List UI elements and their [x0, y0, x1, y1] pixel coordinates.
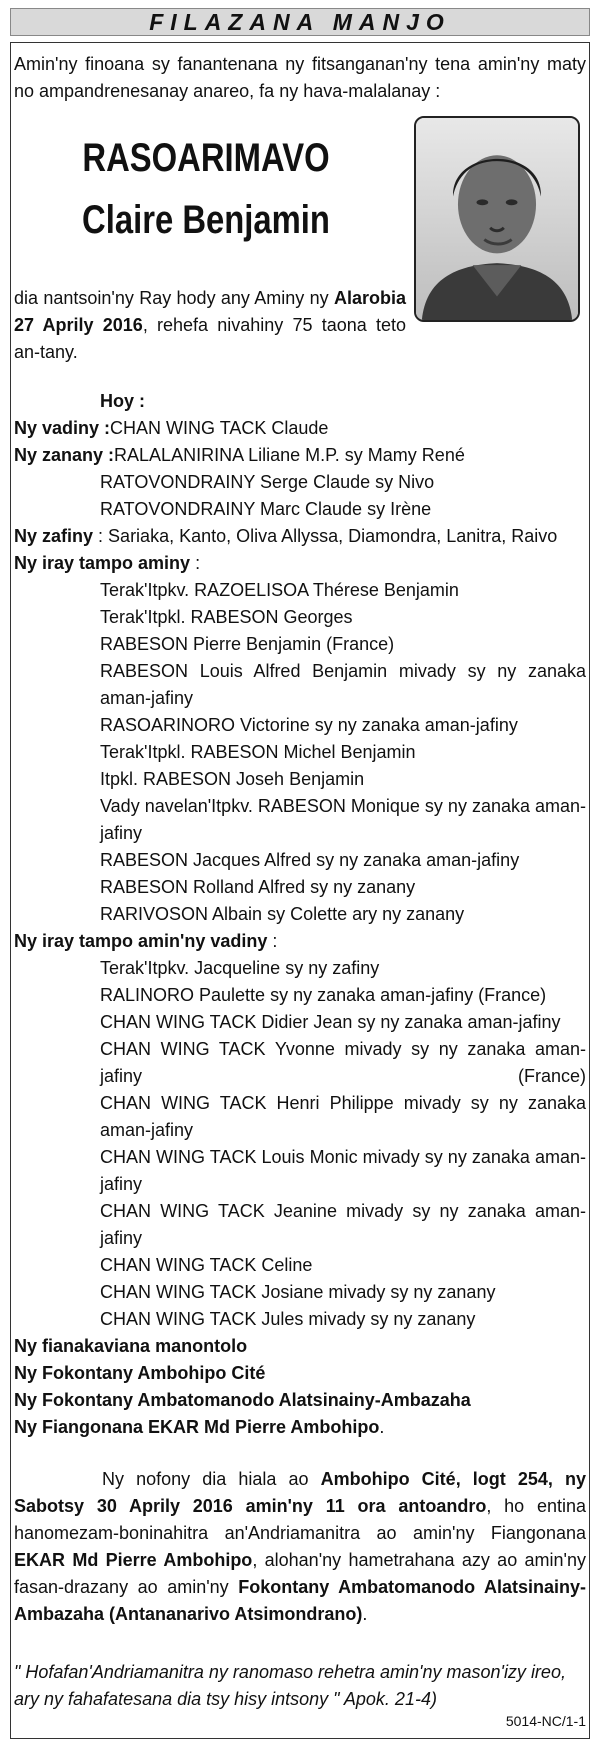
scripture-quote: " Hofafan'Andriamanitra ny ranomaso rehetra amin'ny mason'izy ireo, ary ny fahafatesana dia tsy hisy intsony " Apok. 21-4)	[14, 1662, 566, 1709]
spouse-line	[14, 415, 586, 442]
spouse-sibling-item: Terak'Itpkv. Jacqueline sy ny zafiny	[100, 958, 380, 978]
deceased-surname: RASOARIMAVO	[82, 136, 330, 180]
child-item: RALALANIRINA Liliane M.P. sy Mamy René	[114, 445, 465, 465]
sibling-item: Terak'Itpkv. RAZOELISOA Thérese Benjamin	[100, 580, 459, 600]
spouse-sibling-item: CHAN WING TACK Celine	[100, 1255, 313, 1275]
spouse-sibling-item: CHAN WING TACK Josiane mivady sy ny zanany	[100, 1282, 496, 1302]
funeral-details: Ny nofony dia hiala ao Ambohipo Cité, logt 254, ny Sabotsy 30 Aprily 2016 amin'ny 11 ora antoandro, ho entina hanomezam-boninahitra an'Andriamanitra ao amin'ny Fiangonana EKAR Md Pierre Ambohipo, alohan'ny hametrahana azy ao amin'ny fasan-drazany ao amin'ny Fokontany Ambatomanodo Alatsinainy-Ambazaha (Antananarivo Atsimondrano).	[14, 1469, 587, 1624]
death-suffix: , rehefa nivahiny 75 taona teto an-tany.	[14, 315, 406, 362]
header-title: FILAZANA MANJO	[149, 9, 451, 35]
spouse-sibling-item: CHAN WING TACK Henri Philippe mivady sy ny zanaka aman-jafiny	[100, 1093, 586, 1140]
death-announcement	[14, 285, 406, 366]
spouse-sibling-item: CHAN WING TACK Jules mivady sy ny zanany	[100, 1309, 476, 1329]
other-mourner: Ny fianakaviana manontolo	[14, 1336, 248, 1356]
sibling-item: RABESON Rolland Alfred sy ny zanany	[100, 877, 416, 897]
other-mourner-line: Ny Fiangonana EKAR Md Pierre Ambohipo.	[14, 1417, 385, 1437]
children-line	[14, 442, 586, 469]
grandchildren-names: : Sariaka, Kanto, Oliva Allyssa, Diamondra, Lanitra, Raivo	[98, 526, 558, 546]
intro-text: Amin'ny finoana sy fanantenana ny fitsanganan'ny tena amin'ny maty no ampandrenesanay anareo, fa ny hava-malalanay :	[14, 54, 586, 101]
sibling-item: RARIVOSON Albain sy Colette ary ny zanany	[100, 904, 465, 924]
burial-place: Fokontany Ambatomanodo Alatsinainy-Ambazaha (Antananarivo Atsimondrano)	[14, 1577, 586, 1624]
spouse-sibling-item: RALINORO Paulette sy ny zanaka aman-jafiny (France)	[100, 985, 547, 1005]
spouse-sibling-item: CHAN WING TACK Louis Monic mivady sy ny zanaka aman-jafiny	[100, 1147, 586, 1194]
sibling-item: Vady navelan'Itpkv. RABESON Monique sy ny zanaka aman-jafiny	[100, 796, 587, 843]
sibling-item: Itpkl. RABESON Joseh Benjamin	[100, 769, 365, 789]
funeral-place-date: Ambohipo Cité, logt 254, ny Sabotsy 30 Aprily 2016 amin'ny 11 ora antoandro	[14, 1469, 587, 1516]
sibling-item: RABESON Pierre Benjamin (France)	[100, 634, 395, 654]
child-item: RATOVONDRAINY Serge Claude sy Nivo	[100, 472, 435, 492]
family-list	[14, 388, 586, 1441]
hoy-label: Hoy :	[100, 391, 145, 411]
siblings-heading: Ny iray tampo aminy :	[14, 553, 201, 573]
death-date: Alarobia 27 Aprily 2016	[14, 288, 406, 335]
portrait-photo	[414, 116, 580, 322]
reference-number: 5014-NC/1-1	[505, 1713, 586, 1729]
child-item: RATOVONDRAINY Marc Claude sy Irène	[100, 499, 432, 519]
grandchildren-label: Ny zafiny	[14, 526, 94, 546]
spouse-siblings-heading: Ny iray tampo amin'ny vadiny :	[14, 931, 278, 951]
sibling-item: Terak'Itpkl. RABESON Georges	[100, 607, 353, 627]
death-prefix: dia nantsoin'ny Ray hody any Aminy ny	[14, 288, 329, 308]
other-mourner: Ny Fokontany Ambohipo Cité	[14, 1363, 266, 1383]
other-mourner: Ny Fiangonana EKAR Md Pierre Ambohipo	[14, 1417, 380, 1437]
funeral-church: EKAR Md Pierre Ambohipo	[14, 1550, 253, 1570]
sibling-item: RABESON Louis Alfred Benjamin mivady sy ny zanaka aman-jafiny	[100, 661, 586, 708]
sibling-item: RABESON Jacques Alfred sy ny zanaka aman-jafiny	[100, 850, 520, 870]
spouse-label: Ny vadiny :	[14, 418, 111, 438]
spouse-sibling-item: CHAN WING TACK Yvonne mivady sy ny zanaka aman-jafiny (France)	[100, 1039, 586, 1086]
deceased-given-names: Claire Benjamin	[82, 198, 330, 242]
other-mourner: Ny Fokontany Ambatomanodo Alatsinainy-Ambazaha	[14, 1390, 471, 1410]
header-banner	[10, 8, 590, 36]
spouse-name: CHAN WING TACK Claude	[110, 418, 329, 438]
spouse-sibling-item: CHAN WING TACK Jeanine mivady sy ny zanaka aman-jafiny	[100, 1201, 586, 1248]
children-label: Ny zanany :	[14, 445, 115, 465]
grandchildren-line	[14, 523, 586, 550]
spouse-sibling-item: CHAN WING TACK Didier Jean sy ny zanaka aman-jafiny	[100, 1012, 561, 1032]
sibling-item: RASOARINORO Victorine sy ny zanaka aman-jafiny	[100, 715, 518, 735]
sibling-item: Terak'Itpkl. RABESON Michel Benjamin	[100, 742, 416, 762]
